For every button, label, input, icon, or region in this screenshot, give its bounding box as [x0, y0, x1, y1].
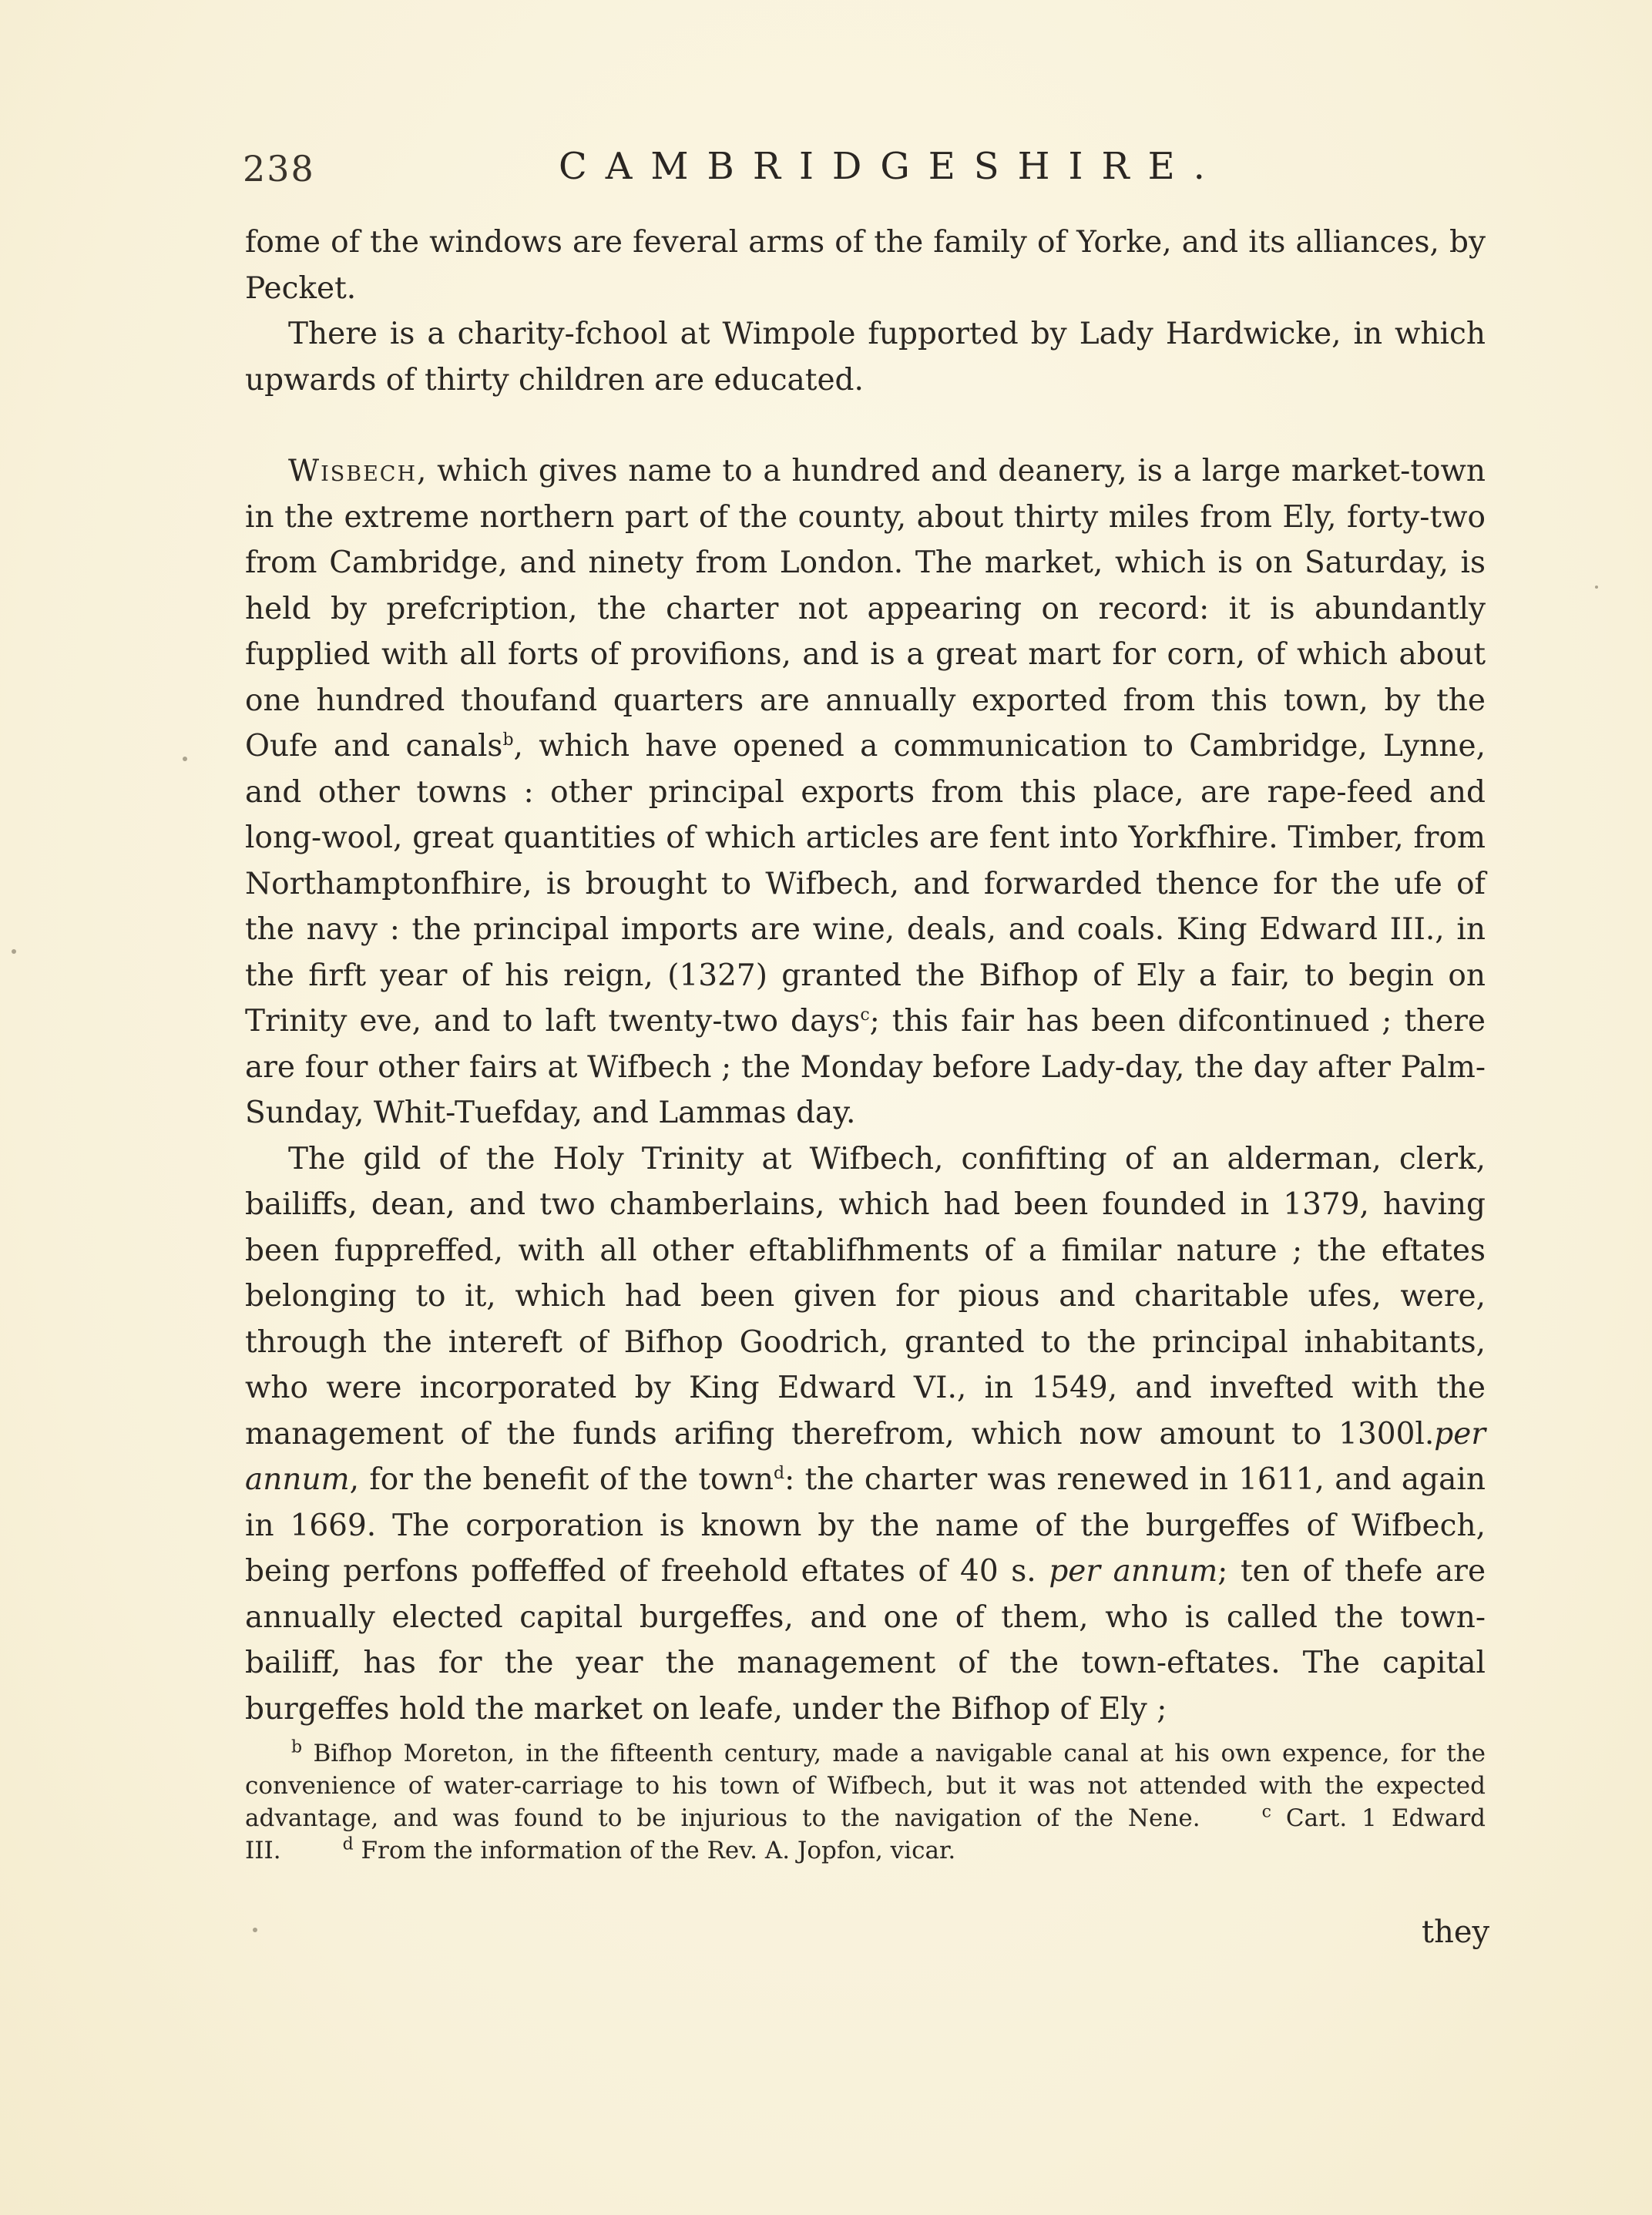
paper-speck: [253, 1928, 257, 1932]
paragraph-wisbech: [245, 448, 1486, 1136]
page-number: 238: [243, 148, 315, 190]
paragraph-gild: [245, 1136, 1486, 1733]
text-run: , which gives name to a hundred and deanery, is a large market-town in the extreme northern part of the county, about thirty miles from Ely, forty-two from Cambridge, and ninety from London. The market, which is on Saturday, is held by prefcription, the charter not appearing on record: it is abundantly fupplied with all forts of provifions, and is a great mart for corn, of which about one hundred thoufand quarters are annually exported from this town, by the Oufe and canals: [245, 454, 1486, 764]
footnote-mark-c: c: [1261, 1802, 1271, 1822]
paragraph-windows: fome of the windows are feveral arms of the family of Yorke, and its alliances, by Pecket.: [245, 225, 1486, 306]
footnote-b: Bifhop Moreton, in the fifteenth century, made a navigable canal at his own expence, for the convenience of water-carriage to his town of Wifbech, but it was not attended with the expected advantage, and was found to be injurious to the navigation of the Nene.: [245, 1740, 1486, 1832]
footnote-mark-b: b: [291, 1737, 303, 1757]
page-header: [243, 145, 1483, 199]
footnote-ref-c: c: [860, 1005, 870, 1025]
body-text: [245, 220, 1486, 1732]
text-run: , which have opened a communication to Cambridge, Lynne, and other towns : other principal exports from this place, are rape-feed and long-wool, great quantities of which articles are fent into Yorkfhire. Timber, from Northamptonfhire, is brought to Wifbech, and forwarded thence for the ufe of the navy : the principal imports are wine, deals, and coals. King Edward III., in the firft year of his reign, (1327) granted the Bifhop of Ely a fair, to begin on Trinity eve, and to laft twenty-two days: [245, 729, 1486, 1039]
paragraph-charity-school: There is a charity-fchool at Wimpole fupported by Lady Hardwicke, in which upwards of thirty children are educated.: [245, 317, 1486, 398]
footnote-block: [245, 1737, 1486, 1867]
text-run: The gild of the Holy Trinity at Wifbech, confifting of an alderman, clerk, bailiffs, dean, and two chamberlains, which had been founded in 1379, having been fuppreffed, with all other eftablifhments of a fimilar nature ; the eftates belonging to it, which had been given for pious and charitable ufes, were, through the intereft of Bifhop Goodrich, granted to the principal inhabitants, who were incorporated by King Edward VI., in 1549, and invefted with the management of the funds arifing therefrom, which now amount to 1300l.: [245, 1141, 1486, 1451]
footnote-ref-b: b: [502, 730, 514, 750]
text-run: ; ten of thefe are annually elected capital burgeffes, and one of them, who is called the town-bailiff, has for the year the management of the town-eftates. The capital burgeffes hold the market on leafe, under the Bifhop of Ely ;: [245, 1554, 1486, 1727]
paper-speck: [183, 757, 187, 761]
footnote-d-wrap: [342, 1834, 956, 1864]
place-name: Wisbech: [288, 454, 418, 488]
italic-term: per annum: [1049, 1554, 1218, 1589]
footnote-d: From the information of the Rev. A. Jopfon, vicar.: [361, 1837, 956, 1864]
footnote-ref-d: d: [774, 1464, 785, 1483]
paper-speck: [12, 949, 16, 954]
footnote-c: Cart. 1 Edward III.: [245, 1804, 1486, 1864]
text-run: ; this fair has been difcontinued ; there are four other fairs at Wifbech ; the Monday before Lady-day, the day after Palm-Sunday, Whit-Tuefday, and Lammas day.: [245, 1004, 1486, 1130]
catchword: they: [1422, 1915, 1490, 1950]
running-head: CAMBRIDGESHIRE.: [559, 145, 1224, 188]
footnotes: [245, 1737, 1486, 1867]
italic-term: per annum: [245, 1416, 1486, 1497]
paper-speck: [1595, 586, 1598, 589]
text-run: : the charter was renewed in 1611, and again in 1669. The corporation is known by the name of the burgeffes of Wifbech, being perfons poffeffed of freehold eftates of 40 s.: [245, 1462, 1486, 1589]
footnote-mark-d: d: [342, 1834, 354, 1854]
text-run: , for the benefit of the town: [349, 1462, 774, 1497]
